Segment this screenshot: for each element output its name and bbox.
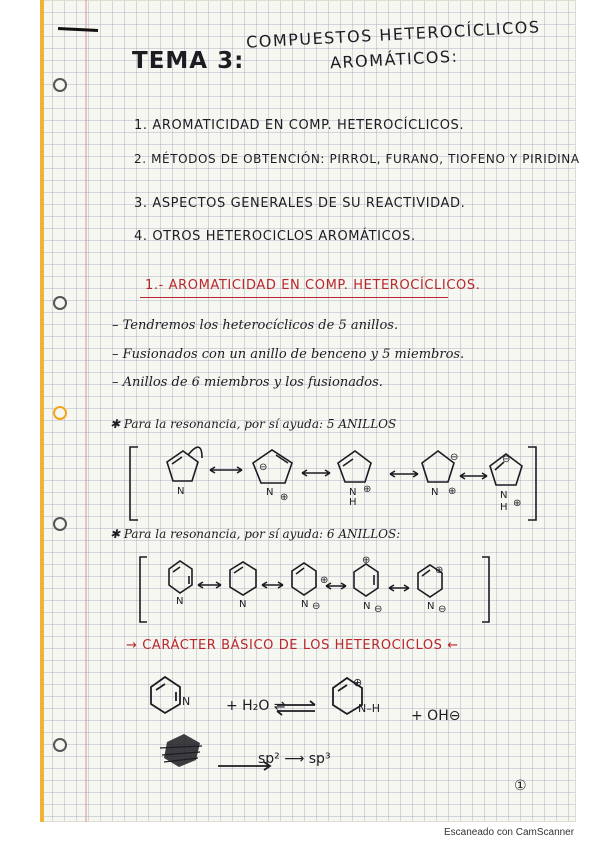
hybridization-text: sp² ⟶ sp³: [258, 751, 331, 767]
charge-label: ⊕: [513, 498, 522, 509]
charge-label: ⊕: [353, 676, 363, 689]
basic-character-heading: → CARÁCTER BÁSICO DE LOS HETEROCICLOS ←: [126, 638, 459, 653]
toc-item: 1. AROMATICIDAD EN COMP. HETEROCÍCLICOS.: [134, 118, 465, 133]
bullet-item: – Anillos de 6 miembros y los fusionados.: [112, 375, 383, 390]
nitrogen-label: N: [301, 599, 309, 610]
charge-label: ⊖: [312, 601, 321, 612]
nitrogen-label: N: [431, 487, 439, 498]
toc-item: 3. ASPECTOS GENERALES DE SU REACTIVIDAD.: [134, 196, 466, 211]
nitrogen-label: N: [266, 487, 274, 498]
page-number: ①: [514, 778, 527, 794]
title-line-1: COMPUESTOS HETEROCÍCLICOS: [245, 17, 541, 52]
charge-label: ⊕: [435, 565, 444, 576]
nitrogen-label: N: [176, 596, 184, 607]
nitrogen-label: N: [182, 695, 191, 708]
double-bond: [338, 685, 347, 691]
charge-label: ⊕: [448, 486, 457, 497]
nitrogen-label: N: [349, 487, 357, 498]
charge-label: ⊖: [374, 604, 383, 615]
scribbled-ring: [160, 734, 202, 767]
double-bond: [156, 684, 176, 701]
charge-label: ⊕: [363, 484, 372, 495]
scanner-watermark: Escaneado con CamScanner: [444, 827, 575, 838]
resonance-note-five: ✱ Para la resonancia, por sí ayuda: 5 ANILLOS: [110, 417, 397, 431]
charge-label: ⊕: [362, 555, 371, 566]
hydrogen-label: H: [349, 497, 357, 508]
notebook-page: [40, 0, 580, 822]
hydrogen-label: H: [500, 502, 508, 513]
nitrogen-label: N: [363, 601, 371, 612]
nitrogen-label: N: [177, 486, 185, 497]
bullet-item: – Fusionados con un anillo de benceno y 5 miembros.: [112, 347, 465, 362]
section-heading: 1.- AROMATICIDAD EN COMP. HETEROCÍCLICOS.: [145, 278, 481, 293]
bullet-item: – Tendremos los heterocíclicos de 5 anillos.: [112, 318, 399, 333]
resonance-note-six: ✱ Para la resonancia, por sí ayuda: 6 ANILLOS:: [110, 527, 401, 541]
toc-item: 2. MÉTODOS DE OBTENCIÓN: PIRROL, FURANO, TIOFENO Y PIRIDINA: [134, 152, 580, 166]
toc-item: 4. OTROS HETEROCICLOS AROMÁTICOS.: [134, 229, 416, 244]
charge-label: ⊖: [450, 452, 459, 463]
charge-label: ⊖: [259, 462, 268, 473]
nitrogen-label: N: [500, 490, 508, 501]
nitrogen-label: N: [427, 601, 435, 612]
charge-label: ⊖: [438, 604, 447, 615]
title-line-2: AROMÁTICOS:: [329, 46, 459, 73]
charge-label: ⊕: [280, 492, 289, 503]
nh-label: N–H: [358, 702, 380, 715]
tema-label: TEMA 3:: [132, 48, 245, 74]
basicity-equation-diagram: [40, 0, 576, 822]
hydroxide-text: + OH⊖: [411, 708, 461, 724]
water-equation-text: + H₂O ⇌: [226, 698, 286, 714]
charge-label: ⊕: [320, 575, 329, 586]
nitrogen-label: N: [239, 599, 247, 610]
charge-label: ⊖: [502, 454, 511, 465]
